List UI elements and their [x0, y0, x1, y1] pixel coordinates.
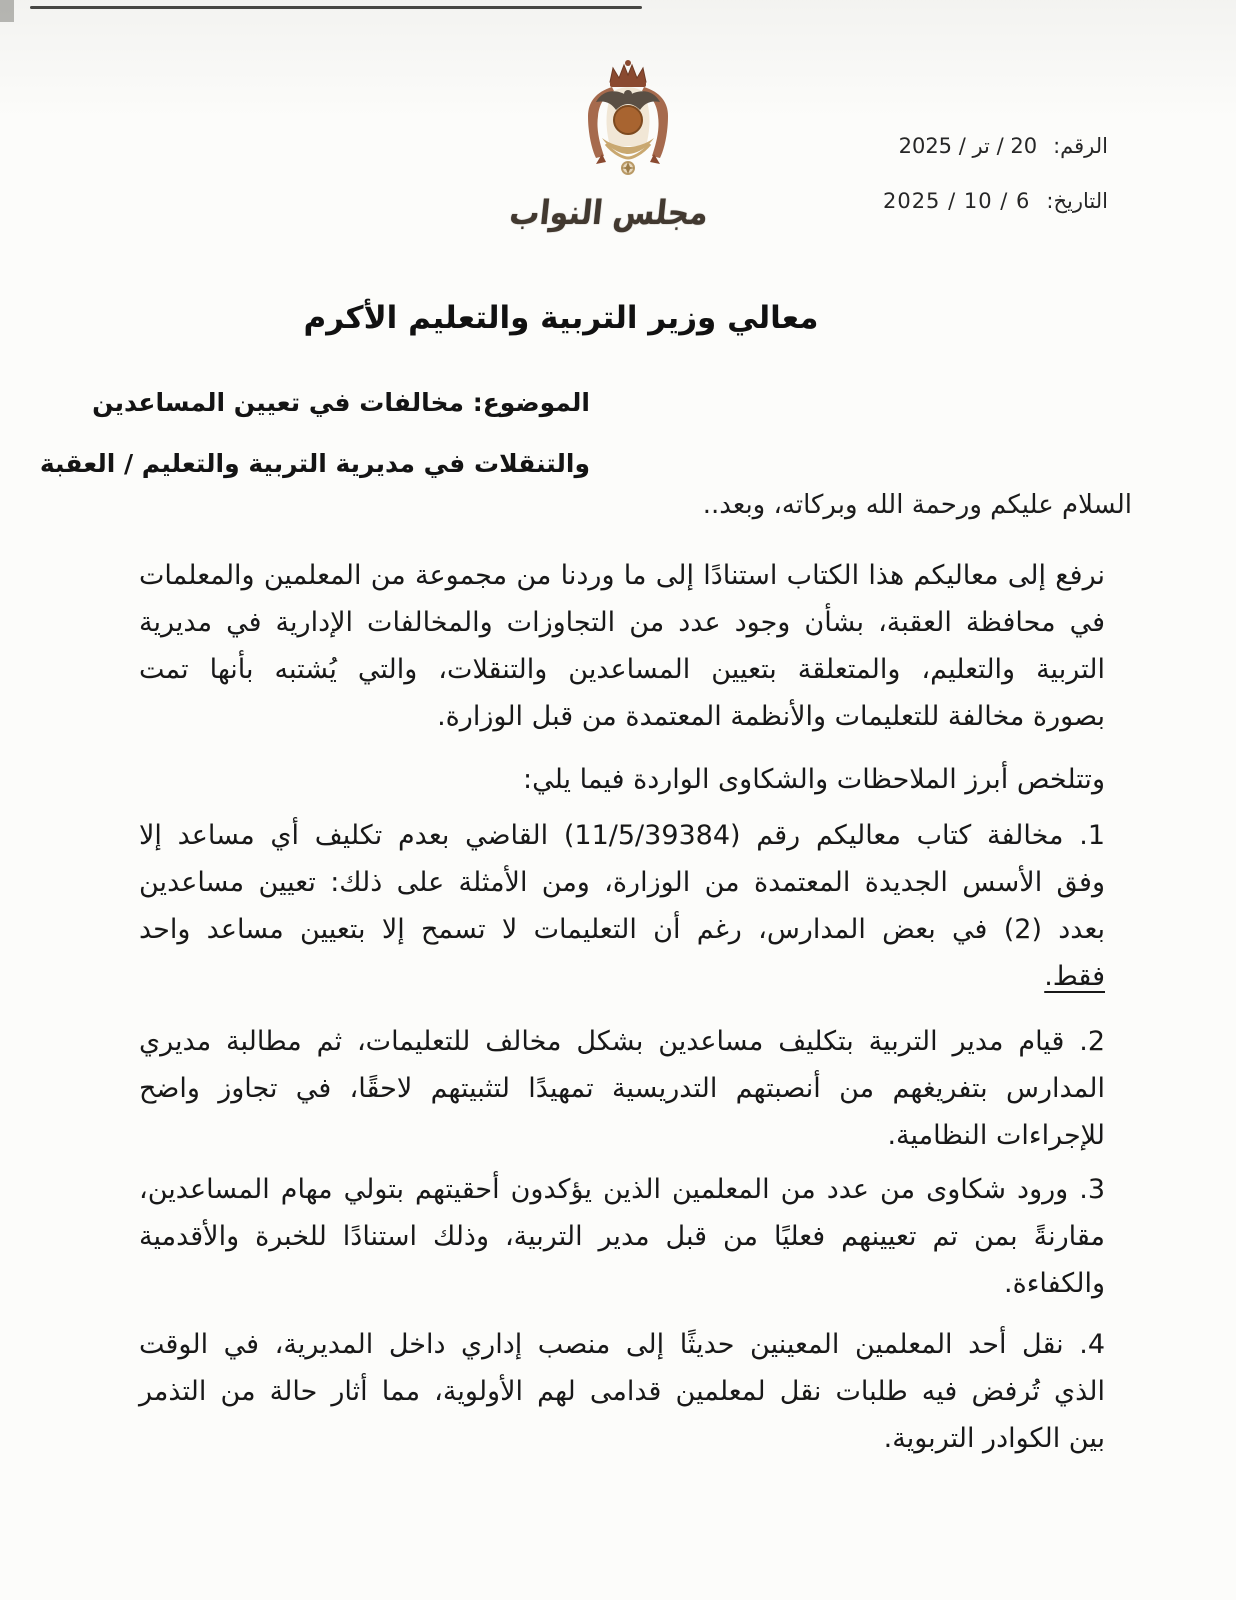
subject-line-1: الموضوع: مخالفات في تعيين المساعدين — [92, 388, 590, 417]
item3-line-1: 3. ورود شكاوى من عدد من المعلمين الذين يؤكدون أحقيتهم بتولي مهام المساعدين، — [139, 1174, 1105, 1205]
scan-artifact-line — [30, 6, 642, 9]
parliament-calligraphy: مجلس النواب — [507, 193, 711, 234]
list-intro-paragraph — [139, 756, 1105, 803]
intro-line-4: بصورة مخالفة للتعليمات والأنظمة المعتمدة من قبل الوزارة. — [437, 701, 1105, 732]
intro-line-3: التربية والتعليم، والمتعلقة بتعيين المساعدين والتنقلات، والتي يُشتبه بأنها تمت — [139, 654, 1105, 685]
item2-line-1: 2. قيام مدير التربية بتكليف مساعدين بشكل مخالف للتعليمات، ثم مطالبة مديري — [139, 1026, 1105, 1057]
item3-line-2: مقارنةً بمن تم تعيينهم فعليًا من قبل مدير التربية، وذلك استنادًا للخبرة والأقدمية — [139, 1221, 1105, 1252]
item4-line-2: الذي تُرفض فيه طلبات نقل لمعلمين قدامى لهم الأولوية، مما أثار حالة من التذمر — [139, 1376, 1105, 1407]
jordan-coat-of-arms-icon — [558, 58, 698, 190]
item2-line-3: للإجراءات النظامية. — [887, 1120, 1105, 1151]
greeting-line: السلام عليكم ورحمة الله وبركاته، وبعد.. — [702, 490, 1132, 520]
scan-artifact-corner — [0, 0, 14, 22]
item1-line-2: وفق الأسس الجديدة المعتمدة من الوزارة، ومن الأمثلة على ذلك: تعيين مساعدين — [139, 867, 1105, 898]
doc-date-row — [883, 189, 1108, 219]
list-intro-line: وتتلخص أبرز الملاحظات والشكاوى الواردة فيما يلي: — [522, 764, 1105, 795]
intro-line-2: في محافظة العقبة، بشأن وجود عدد من التجاوزات والمخالفات الإدارية في مديرية — [139, 607, 1105, 638]
item4-line-1: 4. نقل أحد المعلمين المعينين حديثًا إلى منصب إداري داخل المديرية، في الوقت — [139, 1329, 1105, 1360]
item4-line-3: بين الكوادر التربوية. — [883, 1423, 1105, 1454]
list-item-2 — [139, 1018, 1105, 1159]
intro-paragraph — [139, 552, 1105, 740]
item3-line-3: والكفاءة. — [1004, 1268, 1105, 1299]
intro-line-1: نرفع إلى معاليكم هذا الكتاب استنادًا إلى ما وردنا من مجموعة من المعلمين والمعلمات — [139, 560, 1105, 591]
letterhead — [507, 58, 711, 234]
item1-line-1: 1. مخالفة كتاب معاليكم رقم (11/5/39384) القاضي بعدم تكليف أي مساعد إلا — [139, 820, 1105, 851]
subject-block — [40, 372, 590, 494]
doc-date-value: 6 / 10 / 2025 — [882, 189, 1031, 213]
doc-date-label: التاريخ: — [1046, 189, 1108, 213]
subject-line-2: والتنقلات في مديرية التربية والتعليم / العقبة — [39, 449, 590, 478]
list-item-3 — [139, 1166, 1105, 1307]
item1-line-4: فقط. — [1044, 961, 1105, 992]
doc-number-row — [883, 134, 1108, 164]
letter-body — [139, 552, 1105, 1462]
list-item-1 — [139, 812, 1105, 1000]
item2-line-2: المدارس بتفريغهم من أنصبتهم التدريسية تمهيدًا لتثبيتهم لاحقًا، في تجاوز واضح — [139, 1073, 1105, 1104]
list-item-4 — [139, 1321, 1105, 1462]
doc-number-label: الرقم: — [1053, 134, 1108, 158]
addressee-title: معالي وزير التربية والتعليم الأكرم — [303, 300, 819, 336]
doc-meta — [883, 134, 1108, 219]
item1-line-3: بعدد (2) في بعض المدارس، رغم أن التعليمات لا تسمح إلا بتعيين مساعد واحد — [139, 914, 1105, 945]
doc-number-value: 20 / تر / 2025 — [898, 134, 1038, 158]
